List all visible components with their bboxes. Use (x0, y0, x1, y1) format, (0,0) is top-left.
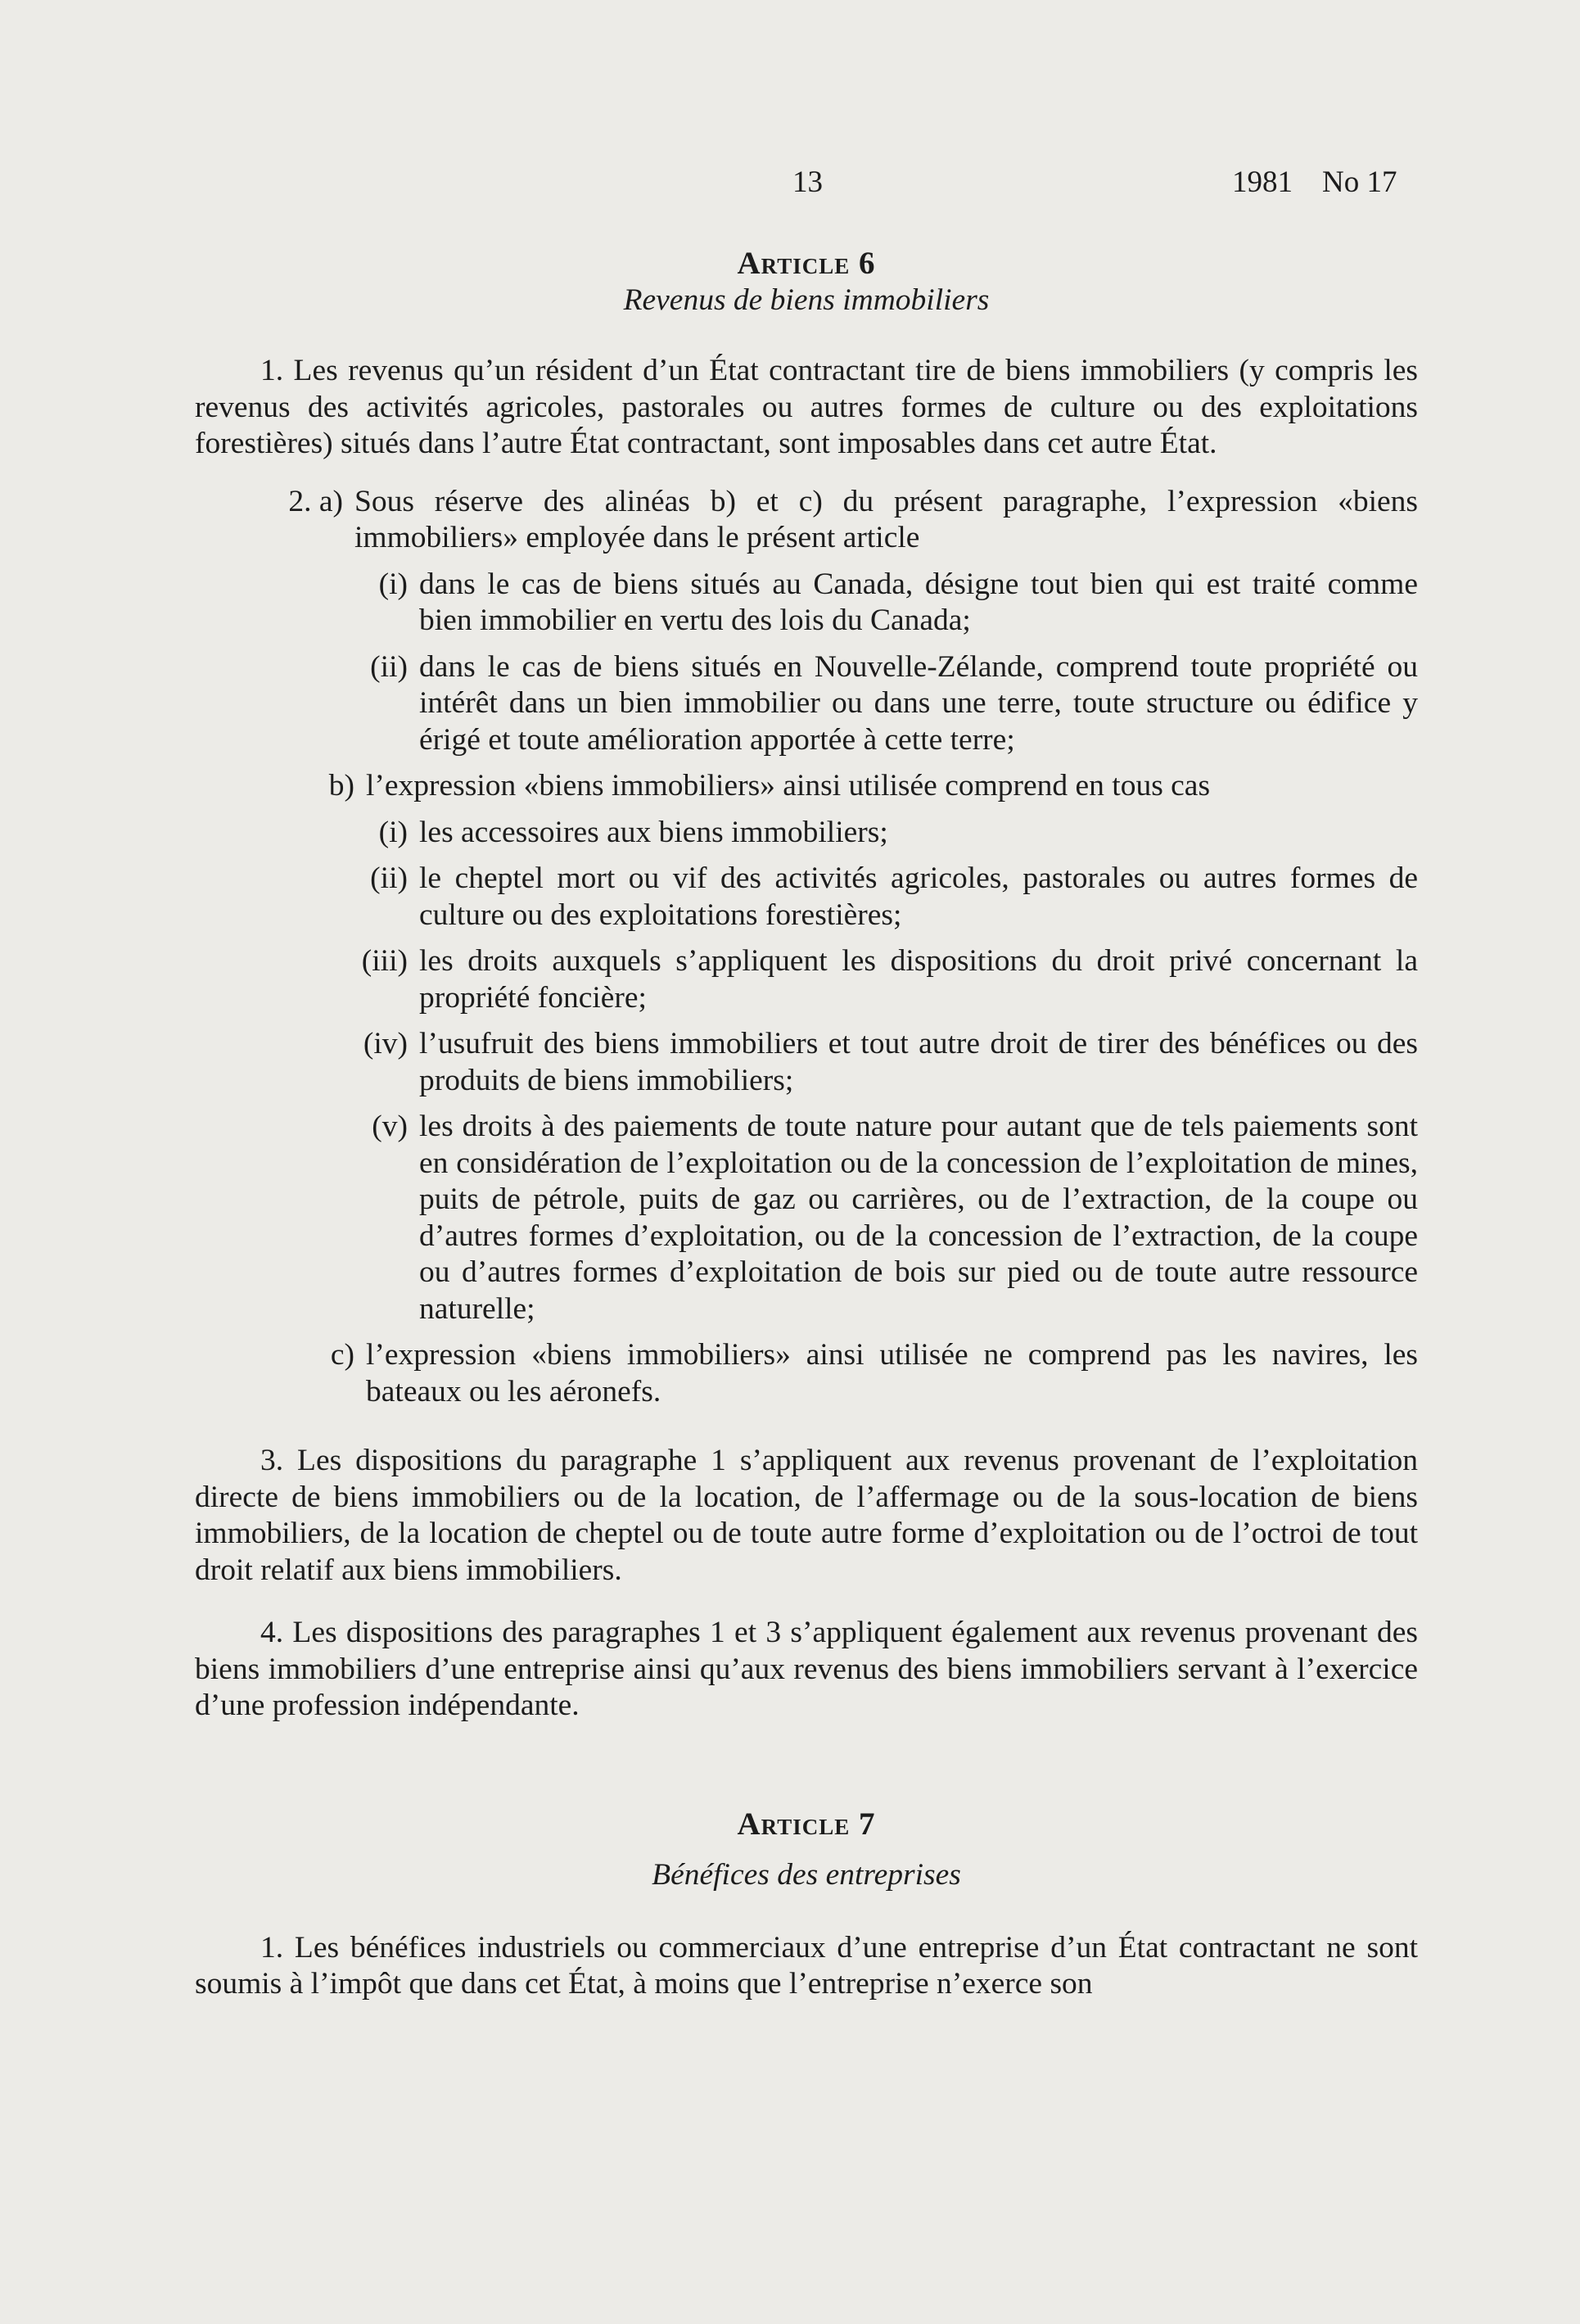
item-label: (iv) (363, 1027, 408, 1060)
item-text: les droits à des paiements de toute nature pour autant que de tels paiements sont en considération de l’exploitation ou de la concession de l’exploitation de mines, puits de pétrole, puits de gaz ou carrières, ou de l’extraction, de la coupe ou d’autres formes d’exploitation, ou de la concession de l’extraction, de la coupe ou d’autres formes d’exploitation de bois sur pied ou de toute autre ressource naturelle; (419, 1110, 1418, 1326)
page-number: 13 (792, 165, 823, 199)
list-item (195, 1109, 1418, 1327)
article-7-paragraph-1: 1. Les bénéfices industriels ou commerciaux d’une entreprise d’un État contractant ne sont soumis à l’impôt que dans cet État, à moins que l’entreprise n’exerce son (195, 1930, 1418, 2001)
item-text: l’usufruit des biens immobiliers et tout autre droit de tirer des bénéfices ou des produits de biens immobiliers; (419, 1027, 1418, 1097)
paragraph-2b-label: b) (328, 769, 354, 803)
item-text: les accessoires aux biens immobiliers; (419, 815, 888, 849)
paragraph-2a-label: 2. a) (288, 484, 343, 518)
item-text: les droits auxquels s’appliquent les dispositions du droit privé concernant la propriété foncière; (419, 944, 1418, 1015)
item-text: dans le cas de biens situés au Canada, désigne tout bien qui est traité comme bien immobilier en vertu des lois du Canada; (419, 567, 1418, 637)
article-6-paragraph-4: 4. Les dispositions des paragraphes 1 et 3 s’appliquent également aux revenus provenant des biens immobiliers d’une entreprise ainsi qu’aux revenus des biens immobiliers servant à l’exercice d’une profession indépendante. (195, 1616, 1418, 1722)
paragraph-2a-items (195, 567, 1418, 759)
article-6-paragraph-1: 1. Les revenus qu’un résident d’un État contractant tire de biens immobiliers (y compris les revenus des activités agricoles, pastorales ou autres formes de culture ou des exploitations forestières) situés dans l’autre État contractant, sont imposables dans cet autre État. (195, 354, 1418, 460)
item-label: (iii) (361, 944, 408, 978)
item-label: (ii) (370, 861, 408, 895)
list-item (195, 1026, 1418, 1099)
document-body (195, 246, 1418, 2003)
paragraph-2b-items (195, 815, 1418, 1328)
item-label: (i) (378, 567, 408, 601)
header-year: 1981 (1232, 165, 1293, 199)
paragraph-2c-text: l’expression «biens immobiliers» ainsi utilisée ne comprend pas les navires, les bateaux ou les aéronefs. (366, 1338, 1418, 1408)
article-6-paragraph-3: 3. Les dispositions du paragraphe 1 s’appliquent aux revenus provenant de l’exploitation directe de biens immobiliers ou de la location, de l’affermage ou de la sous-location de biens immobiliers, de la location de cheptel ou de toute autre forme d’exploitation ou de l’octroi de tout droit relatif aux biens immobiliers. (195, 1444, 1418, 1587)
article-7-heading: Article 7 (737, 1806, 876, 1842)
paragraph-2a-text: Sous réserve des alinéas b) et c) du présent paragraphe, l’expression «biens immobiliers» employée dans le présent article (354, 484, 1418, 554)
article-6-paragraph-2c (195, 1337, 1418, 1410)
article-6-paragraph-2b (195, 768, 1418, 805)
header-number: No 17 (1322, 165, 1397, 199)
article-7-subtitle: Bénéfices des entreprises (652, 1858, 961, 1892)
item-text: dans le cas de biens situés en Nouvelle-Zélande, comprend toute propriété ou intérêt dans un bien immobilier ou dans une terre, toute structure ou édifice y érigé et toute amélioration apportée à cette terre; (419, 649, 1418, 757)
list-item (195, 815, 1418, 852)
list-item (195, 649, 1418, 759)
article-6-paragraph-2a (195, 484, 1418, 557)
item-label: (ii) (370, 649, 408, 684)
paragraph-2c-label: c) (330, 1338, 354, 1372)
paragraph-2b-text: l’expression «biens immobiliers» ainsi utilisée comprend en tous cas (366, 769, 1211, 803)
article-6-subtitle: Revenus de biens immobiliers (623, 283, 990, 317)
item-text: le cheptel mort ou vif des activités agricoles, pastorales ou autres formes de culture ou des exploitations forestières; (419, 861, 1418, 932)
item-label: (i) (378, 815, 408, 849)
list-item (195, 861, 1418, 934)
article-6-heading: Article 6 (737, 246, 876, 281)
list-item (195, 567, 1418, 640)
item-label: (v) (372, 1110, 408, 1143)
list-item (195, 943, 1418, 1016)
